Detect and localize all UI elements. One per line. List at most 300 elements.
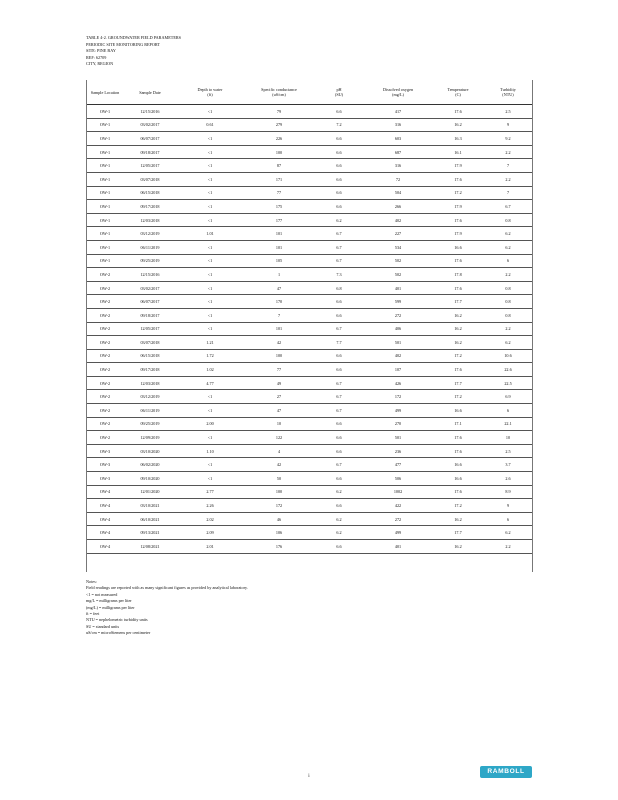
column-header-label: Sample Date bbox=[139, 89, 161, 95]
table-cell: 6.7 bbox=[314, 227, 364, 241]
table-cell: OW-1 bbox=[86, 172, 124, 186]
table-cell: 170 bbox=[244, 295, 314, 309]
column-header-label: Specific conductance bbox=[261, 87, 297, 92]
table-cell: OW-2 bbox=[86, 295, 124, 309]
column-header bbox=[124, 80, 176, 105]
table-cell: 16.6 bbox=[432, 458, 484, 472]
table-cell: 101 bbox=[244, 322, 314, 336]
table-cell: 6.6 bbox=[314, 444, 364, 458]
table-cell: 16.2 bbox=[432, 540, 484, 554]
table-cell: 175 bbox=[244, 200, 314, 214]
table-cell: 17.6 bbox=[432, 281, 484, 295]
table-cell: OW-1 bbox=[86, 186, 124, 200]
table-cell: 6.2 bbox=[484, 526, 532, 540]
header-line: PERIODIC SITE MONITORING REPORT bbox=[86, 41, 161, 47]
table-cell: 171 bbox=[244, 172, 314, 186]
column-header-unit: (C) bbox=[455, 92, 461, 97]
table-cell: 17.9 bbox=[432, 200, 484, 214]
table-cell: 2.2 bbox=[484, 172, 532, 186]
table-cell: 17.6 bbox=[432, 172, 484, 186]
table-cell: 6.6 bbox=[314, 132, 364, 146]
note-line: <1 = not measured bbox=[86, 591, 118, 597]
table-cell: 4 bbox=[244, 444, 314, 458]
table-cell: <1 bbox=[176, 295, 244, 309]
table-cell: 6.6 bbox=[314, 417, 364, 431]
table-cell: OW-2 bbox=[86, 281, 124, 295]
table-cell: 03/07/2018 bbox=[124, 336, 176, 350]
table-row bbox=[86, 295, 532, 309]
table-cell: 12/03/2018 bbox=[124, 213, 176, 227]
table-cell: 279 bbox=[244, 118, 314, 132]
table-cell: 105 bbox=[244, 254, 314, 268]
table-cell: 2.6 bbox=[484, 472, 532, 486]
table-cell: 426 bbox=[364, 376, 432, 390]
table-cell: 10.6 bbox=[484, 349, 532, 363]
table-cell: 6.2 bbox=[484, 336, 532, 350]
table-cell: 09/25/2019 bbox=[124, 254, 176, 268]
table-cell: 17.6 bbox=[432, 105, 484, 119]
note-line: (mg/L) = milligrams per liter bbox=[86, 604, 135, 610]
table-cell: 12/05/2017 bbox=[124, 322, 176, 336]
table-row bbox=[86, 186, 532, 200]
table-cell: 6 bbox=[484, 512, 532, 526]
table-cell: 7 bbox=[484, 159, 532, 173]
table-cell: 6.6 bbox=[314, 472, 364, 486]
table-cell: 7.7 bbox=[314, 336, 364, 350]
table-cell: 09/18/2017 bbox=[124, 145, 176, 159]
column-header bbox=[86, 80, 124, 105]
table-cell: 03/07/2018 bbox=[124, 172, 176, 186]
table-cell: 687 bbox=[364, 145, 432, 159]
table-cell: 16.2 bbox=[432, 322, 484, 336]
table-cell: 6.6 bbox=[314, 431, 364, 445]
table-cell: OW-1 bbox=[86, 132, 124, 146]
notes-lines bbox=[86, 585, 248, 636]
table-cell: OW-4 bbox=[86, 540, 124, 554]
table-row bbox=[86, 444, 532, 458]
column-header bbox=[364, 80, 432, 105]
table-cell: 6.6 bbox=[314, 200, 364, 214]
table-cell: <1 bbox=[176, 105, 244, 119]
table-cell: 9.2 bbox=[484, 132, 532, 146]
table-cell: 2.09 bbox=[176, 526, 244, 540]
table-cell: OW-2 bbox=[86, 322, 124, 336]
note-line: Field readings are reported with as many significant figures as provided by analytical laboratory. bbox=[86, 585, 248, 591]
column-header-unit: (uS/cm) bbox=[272, 92, 286, 97]
table-cell: 2.01 bbox=[176, 540, 244, 554]
table-cell: 7.2 bbox=[314, 118, 364, 132]
table-row bbox=[86, 349, 532, 363]
table-cell: OW-1 bbox=[86, 159, 124, 173]
table-cell: 504 bbox=[364, 186, 432, 200]
table-cell: 10 bbox=[484, 431, 532, 445]
table-cell: OW-2 bbox=[86, 363, 124, 377]
column-header-label: Depth to water bbox=[197, 87, 223, 92]
table-cell: 417 bbox=[364, 105, 432, 119]
table-cell: 176 bbox=[244, 540, 314, 554]
table-cell: 0.8 bbox=[484, 281, 532, 295]
table-cell: 101 bbox=[244, 240, 314, 254]
table-row bbox=[86, 240, 532, 254]
table-cell: 6.6 bbox=[314, 105, 364, 119]
table-cell: OW-2 bbox=[86, 376, 124, 390]
table-cell: 7 bbox=[484, 186, 532, 200]
table-cell: 1.72 bbox=[176, 349, 244, 363]
table-row bbox=[86, 376, 532, 390]
table-cell: 49 bbox=[244, 376, 314, 390]
table-cell: 6.6 bbox=[314, 499, 364, 513]
table-cell: OW-3 bbox=[86, 444, 124, 458]
table-cell: <1 bbox=[176, 431, 244, 445]
table-cell: OW-2 bbox=[86, 349, 124, 363]
table-cell: 42 bbox=[244, 336, 314, 350]
table-cell: <1 bbox=[176, 240, 244, 254]
table-cell: <1 bbox=[176, 200, 244, 214]
table-cell: 03/02/2017 bbox=[124, 281, 176, 295]
table-cell: 2.2 bbox=[484, 322, 532, 336]
table-cell: 6.6 bbox=[314, 308, 364, 322]
table-row bbox=[86, 118, 532, 132]
table-cell: OW-3 bbox=[86, 472, 124, 486]
table-cell: 06/07/2017 bbox=[124, 132, 176, 146]
table-row bbox=[86, 417, 532, 431]
table-cell: 107 bbox=[364, 363, 432, 377]
table-cell: 16.2 bbox=[432, 118, 484, 132]
note-line: SU = standard units bbox=[86, 623, 120, 629]
table-cell: 6.2 bbox=[314, 526, 364, 540]
table-row bbox=[86, 458, 532, 472]
table-cell: 03/02/2017 bbox=[124, 118, 176, 132]
table-cell: OW-2 bbox=[86, 417, 124, 431]
table-cell: 272 bbox=[364, 308, 432, 322]
table-cell: 270 bbox=[364, 417, 432, 431]
note-line: mg/L = milligrams per liter bbox=[86, 598, 132, 604]
table-cell: 406 bbox=[364, 322, 432, 336]
table-cell: <1 bbox=[176, 268, 244, 282]
table-cell: 6.6 bbox=[314, 349, 364, 363]
table-cell: 06/11/2019 bbox=[124, 404, 176, 418]
table-cell: OW-2 bbox=[86, 390, 124, 404]
table-cell: 77 bbox=[244, 363, 314, 377]
table-cell: 2.5 bbox=[484, 105, 532, 119]
table-cell: 316 bbox=[364, 159, 432, 173]
table-cell: 22.1 bbox=[484, 417, 532, 431]
table-row bbox=[86, 512, 532, 526]
table-cell: 17.2 bbox=[432, 390, 484, 404]
column-header bbox=[244, 80, 314, 105]
table-cell: 1 bbox=[244, 268, 314, 282]
note-line: uS/cm = microSiemens per centimeter bbox=[86, 630, 151, 636]
table-cell: 79 bbox=[244, 105, 314, 119]
table-row bbox=[86, 336, 532, 350]
table-cell: 16.6 bbox=[432, 472, 484, 486]
table-cell: 2.26 bbox=[176, 499, 244, 513]
column-header bbox=[432, 80, 484, 105]
table-cell: 2.00 bbox=[176, 417, 244, 431]
table-cell: 6.8 bbox=[314, 281, 364, 295]
table-cell: 09/17/2018 bbox=[124, 200, 176, 214]
table-cell: 12/15/2016 bbox=[124, 268, 176, 282]
table-cell: 16.1 bbox=[432, 145, 484, 159]
table-cell: 6.6 bbox=[314, 295, 364, 309]
table-cell: 106 bbox=[244, 526, 314, 540]
table-row bbox=[86, 431, 532, 445]
table-cell: 0.61 bbox=[176, 118, 244, 132]
table-cell: 12/05/2017 bbox=[124, 159, 176, 173]
table-cell: OW-1 bbox=[86, 145, 124, 159]
ramboll-logo: RAMBOLL bbox=[480, 766, 532, 778]
table-cell: 2.77 bbox=[176, 485, 244, 499]
table-cell: 499 bbox=[364, 526, 432, 540]
table-cell: 9 bbox=[484, 118, 532, 132]
table-cell: 17.9 bbox=[432, 227, 484, 241]
table-cell: 6.7 bbox=[314, 240, 364, 254]
note-line: NTU = nephelometric turbidity units bbox=[86, 617, 148, 623]
table-row bbox=[86, 472, 532, 486]
table-cell: OW-1 bbox=[86, 240, 124, 254]
table-cell: 6.2 bbox=[314, 213, 364, 227]
table-cell: 6.7 bbox=[314, 376, 364, 390]
table-cell: 47 bbox=[244, 404, 314, 418]
table-cell: 06/10/2021 bbox=[124, 512, 176, 526]
table-cell: OW-3 bbox=[86, 458, 124, 472]
table-cell: 17.7 bbox=[432, 376, 484, 390]
column-header bbox=[314, 80, 364, 105]
table-cell: 7 bbox=[244, 308, 314, 322]
table-cell: 2.02 bbox=[176, 512, 244, 526]
table-cell: 100 bbox=[244, 485, 314, 499]
table-cell: 17.6 bbox=[432, 444, 484, 458]
table-cell: 06/07/2017 bbox=[124, 295, 176, 309]
table-cell: <1 bbox=[176, 186, 244, 200]
table-cell: 4.77 bbox=[176, 376, 244, 390]
table-row bbox=[86, 132, 532, 146]
table-cell: 0.8 bbox=[484, 295, 532, 309]
table-cell: 177 bbox=[244, 213, 314, 227]
table-cell: 402 bbox=[364, 213, 432, 227]
table-cell: OW-4 bbox=[86, 499, 124, 513]
table-cell: 17.2 bbox=[432, 186, 484, 200]
table-cell: 16.2 bbox=[432, 308, 484, 322]
table-cell: 6.2 bbox=[314, 512, 364, 526]
table-cell: 477 bbox=[364, 458, 432, 472]
table-cell: 6.6 bbox=[314, 363, 364, 377]
column-header-label: Sample Location bbox=[90, 89, 120, 95]
table-cell: 501 bbox=[364, 431, 432, 445]
table-cell: 502 bbox=[364, 254, 432, 268]
table-cell: OW-1 bbox=[86, 105, 124, 119]
column-header-label: Temperature bbox=[447, 87, 469, 92]
table-cell: 12/03/2018 bbox=[124, 376, 176, 390]
table-cell: <1 bbox=[176, 145, 244, 159]
table-cell: 6.7 bbox=[314, 322, 364, 336]
table-cell: 17.2 bbox=[432, 349, 484, 363]
table-cell: 266 bbox=[364, 200, 432, 214]
table-notes bbox=[86, 579, 248, 637]
table-cell: 03/10/2021 bbox=[124, 499, 176, 513]
column-header-label: pH bbox=[336, 87, 342, 92]
table-row bbox=[86, 105, 532, 119]
table-cell: 2.2 bbox=[484, 145, 532, 159]
table-cell: 09/17/2018 bbox=[124, 363, 176, 377]
table-cell: 12/01/2020 bbox=[124, 485, 176, 499]
table-cell: 72 bbox=[364, 172, 432, 186]
table-cell: <1 bbox=[176, 458, 244, 472]
table-cell: 16.6 bbox=[432, 404, 484, 418]
table-row bbox=[86, 308, 532, 322]
table-cell: 03/10/2020 bbox=[124, 444, 176, 458]
table-cell: 226 bbox=[244, 132, 314, 146]
table-cell: 17.9 bbox=[432, 159, 484, 173]
table-cell: 17.8 bbox=[432, 268, 484, 282]
table-cell: 06/02/2020 bbox=[124, 458, 176, 472]
table-cell: 599 bbox=[364, 295, 432, 309]
table-cell: OW-2 bbox=[86, 308, 124, 322]
table-cell: OW-4 bbox=[86, 526, 124, 540]
table-cell: 502 bbox=[364, 268, 432, 282]
table-cell: 77 bbox=[244, 186, 314, 200]
table-row bbox=[86, 172, 532, 186]
table-cell: 12/09/2019 bbox=[124, 431, 176, 445]
table-row bbox=[86, 213, 532, 227]
table-cell: 534 bbox=[364, 240, 432, 254]
table-cell: 16.2 bbox=[432, 336, 484, 350]
header-line: TABLE 4-2. GROUNDWATER FIELD PARAMETERS bbox=[86, 35, 182, 40]
table-cell: <1 bbox=[176, 281, 244, 295]
table-cell: OW-1 bbox=[86, 118, 124, 132]
table-cell: 422 bbox=[364, 499, 432, 513]
table-cell: 6.9 bbox=[484, 390, 532, 404]
table-cell: 6.7 bbox=[314, 458, 364, 472]
header-line: CITY, REGION bbox=[86, 61, 114, 67]
table-cell: 6.7 bbox=[484, 200, 532, 214]
table-row bbox=[86, 390, 532, 404]
table-cell: <1 bbox=[176, 472, 244, 486]
table-row bbox=[86, 404, 532, 418]
table-cell: OW-1 bbox=[86, 227, 124, 241]
table-cell: 16.2 bbox=[432, 512, 484, 526]
table-cell: 42 bbox=[244, 458, 314, 472]
column-header-label: Turbidity bbox=[500, 87, 516, 92]
table-cell: 227 bbox=[364, 227, 432, 241]
table-cell: 6.7 bbox=[314, 390, 364, 404]
table-cell: 17.6 bbox=[432, 485, 484, 499]
table-cell: 17.1 bbox=[432, 417, 484, 431]
table-row bbox=[86, 254, 532, 268]
table-cell: 17.7 bbox=[432, 295, 484, 309]
table-cell: 16.3 bbox=[432, 132, 484, 146]
table-cell: <1 bbox=[176, 322, 244, 336]
table-cell: 12/08/2021 bbox=[124, 540, 176, 554]
table-cell: 1.01 bbox=[176, 227, 244, 241]
table-cell: <1 bbox=[176, 308, 244, 322]
table-cell: 17.7 bbox=[432, 526, 484, 540]
table-row bbox=[86, 227, 532, 241]
table-cell: 1.10 bbox=[176, 444, 244, 458]
header-line: REF: 62709 bbox=[86, 54, 107, 60]
table-cell: OW-2 bbox=[86, 431, 124, 445]
table-row bbox=[86, 200, 532, 214]
table-cell: 27 bbox=[244, 390, 314, 404]
table-cell: 22.6 bbox=[484, 363, 532, 377]
table-header-row bbox=[86, 80, 532, 105]
table-cell: 100 bbox=[244, 145, 314, 159]
table-cell: 499 bbox=[364, 404, 432, 418]
header-line: SITE: PINE BAY bbox=[86, 48, 116, 54]
table-cell: 03/12/2019 bbox=[124, 227, 176, 241]
table-cell: 03/12/2019 bbox=[124, 390, 176, 404]
table-cell: 6.6 bbox=[314, 540, 364, 554]
table-cell: 401 bbox=[364, 540, 432, 554]
table-cell: 10 bbox=[244, 417, 314, 431]
column-header-unit: (NTU) bbox=[502, 92, 514, 97]
table-cell: <1 bbox=[176, 213, 244, 227]
table-cell: 402 bbox=[364, 349, 432, 363]
table-row bbox=[86, 499, 532, 513]
table-cell: 6.7 bbox=[314, 254, 364, 268]
table-row bbox=[86, 363, 532, 377]
note-line: ft = feet bbox=[86, 611, 100, 617]
column-header-unit: (mg/L) bbox=[392, 92, 404, 97]
table-cell: OW-2 bbox=[86, 404, 124, 418]
table-row bbox=[86, 268, 532, 282]
table-cell: OW-1 bbox=[86, 200, 124, 214]
table-cell: 0.8 bbox=[484, 308, 532, 322]
table-cell: 236 bbox=[364, 444, 432, 458]
table-cell: 6.2 bbox=[314, 485, 364, 499]
table-cell: 0.8 bbox=[484, 213, 532, 227]
table-cell: 6.6 bbox=[314, 159, 364, 173]
table-cell: 06/15/2018 bbox=[124, 349, 176, 363]
column-header-unit: (SU) bbox=[334, 92, 344, 97]
table-cell: <1 bbox=[176, 404, 244, 418]
table-cell: 09/10/2020 bbox=[124, 472, 176, 486]
table-cell: 272 bbox=[364, 512, 432, 526]
table-cell: 47 bbox=[244, 281, 314, 295]
table-cell: <1 bbox=[176, 390, 244, 404]
table-cell: 401 bbox=[364, 281, 432, 295]
table-cell: 8.9 bbox=[484, 485, 532, 499]
table-cell: 9 bbox=[484, 499, 532, 513]
table-cell: 101 bbox=[244, 227, 314, 241]
table-row bbox=[86, 540, 532, 554]
table-cell: 6 bbox=[484, 404, 532, 418]
table-cell: 17.6 bbox=[432, 254, 484, 268]
table-cell: 6.2 bbox=[484, 240, 532, 254]
table-cell: 2.2 bbox=[484, 268, 532, 282]
table-cell: 22.5 bbox=[484, 376, 532, 390]
table-cell: OW-2 bbox=[86, 336, 124, 350]
table-cell: 87 bbox=[244, 159, 314, 173]
table-cell: 46 bbox=[244, 512, 314, 526]
table-cell: 12/15/2016 bbox=[124, 105, 176, 119]
table-cell: 17.6 bbox=[432, 213, 484, 227]
table-cell: <1 bbox=[176, 172, 244, 186]
table-row bbox=[86, 485, 532, 499]
table-cell: 316 bbox=[364, 118, 432, 132]
table-cell: 2.2 bbox=[484, 540, 532, 554]
table-cell: 6 bbox=[484, 254, 532, 268]
table-cell: 506 bbox=[364, 472, 432, 486]
table-body bbox=[86, 105, 532, 554]
notes-title: Notes: bbox=[86, 579, 97, 584]
column-header bbox=[484, 80, 532, 105]
table-cell: 17.6 bbox=[432, 363, 484, 377]
table-row bbox=[86, 145, 532, 159]
table-cell: 6.6 bbox=[314, 145, 364, 159]
table-cell: <1 bbox=[176, 132, 244, 146]
table-cell: 17.2 bbox=[432, 499, 484, 513]
